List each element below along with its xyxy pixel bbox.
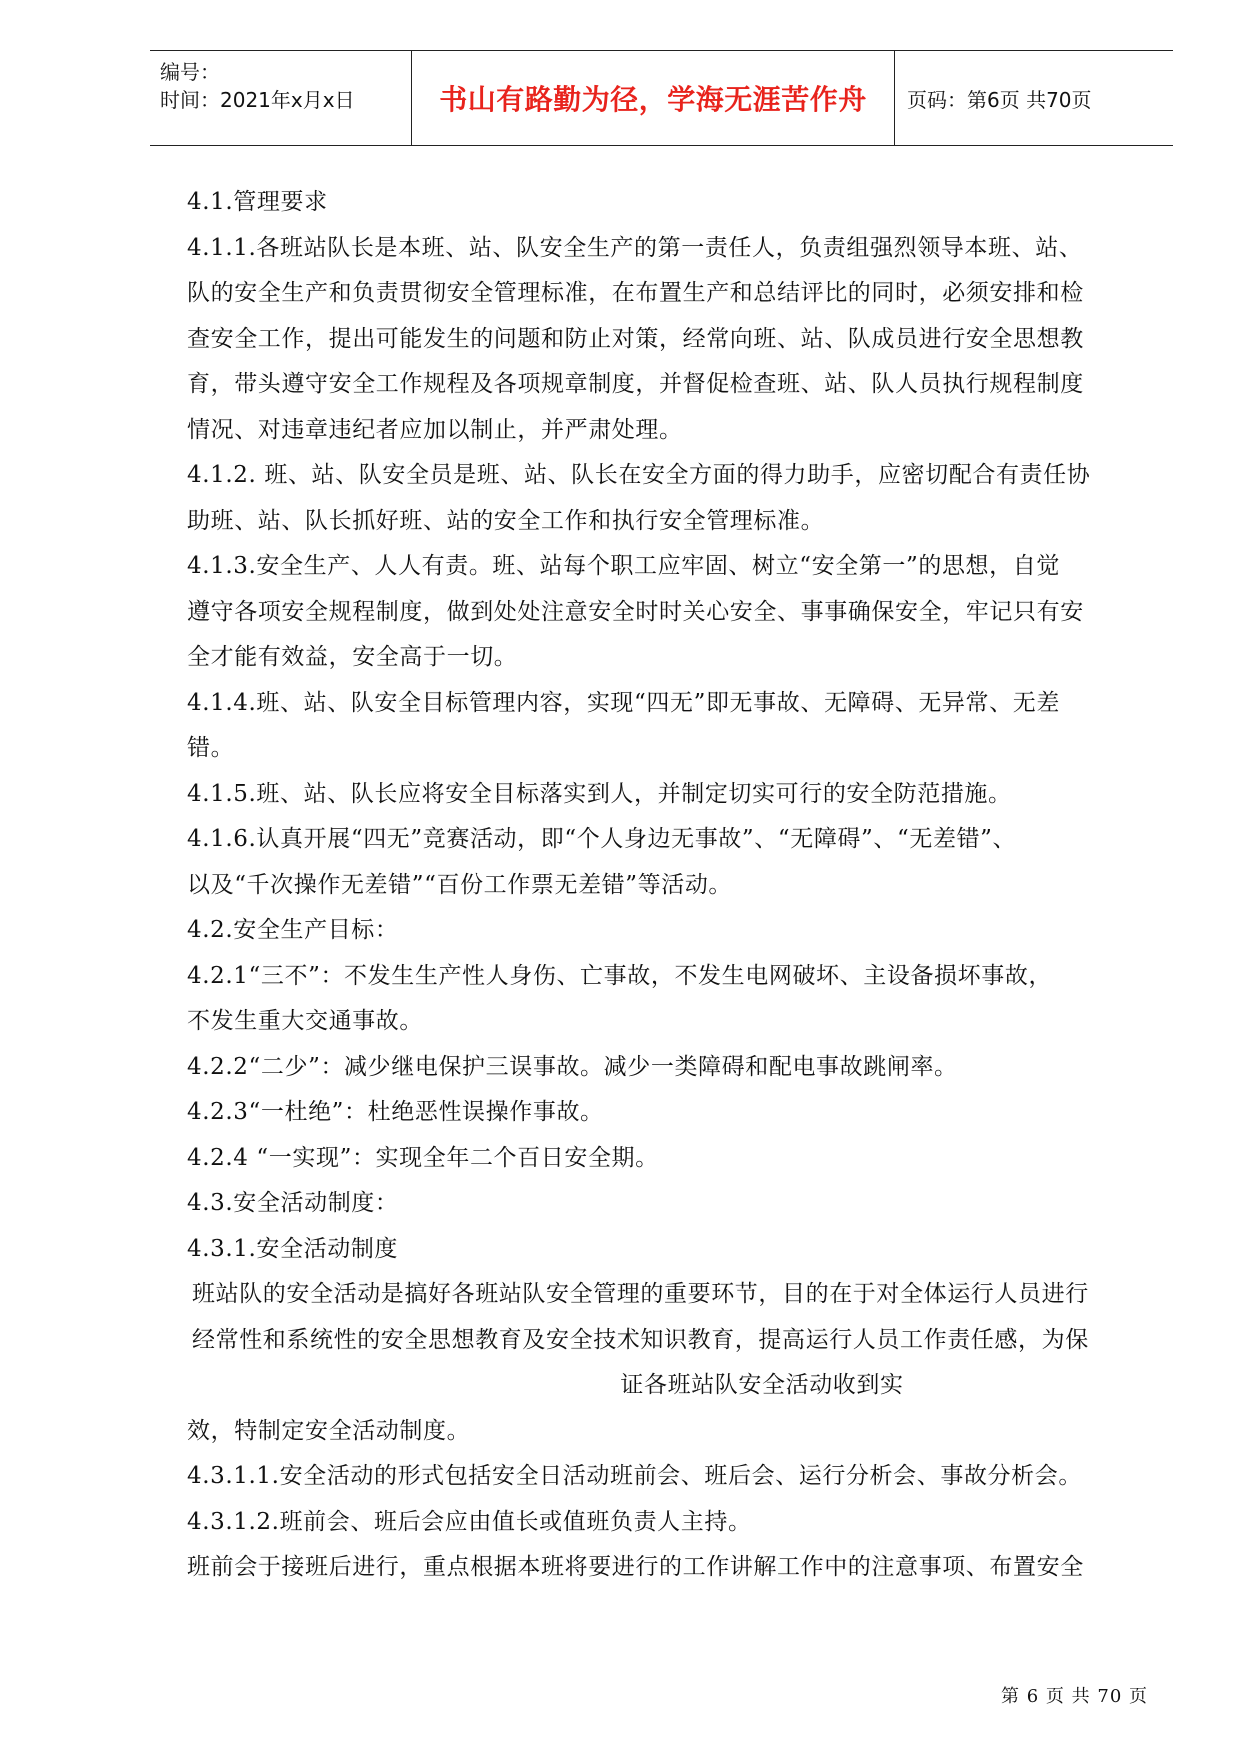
paragraph-line-centered: 证各班站队安全活动收到实 — [620, 1372, 904, 1398]
header-page-label: 页码：第6页 共70页 — [907, 87, 1092, 112]
paragraph-line: 情况、对违章违纪者应加以制止，并严肃处理。 — [187, 416, 683, 443]
paragraph-line: 不发生重大交通事故。 — [187, 1008, 423, 1034]
section-heading: 4.3.安全活动制度： — [187, 1190, 399, 1216]
paragraph-line: 4.3.1.2.班前会、班后会应由值长或值班负责人主持。 — [187, 1508, 752, 1535]
paragraph-line: 育，带头遵守安全工作规程及各项规章制度，并督促检查班、站、队人员执行规程制度 — [187, 371, 1084, 397]
document-time-label: 时间：2021年x月x日 — [160, 88, 355, 112]
paragraph-line: 4.3.1.1.安全活动的形式包括安全日活动班前会、班后会、运行分析会、事故分析会。 — [187, 1463, 1082, 1489]
subsection-heading: 4.3.1.安全活动制度 — [187, 1235, 399, 1262]
paragraph-line: 4.1.1.各班站队长是本班、站、队安全生产的第一责任人，负责组强烈领导本班、站、 — [187, 234, 1083, 261]
paragraph-line: 4.1.5.班、站、队长应将安全目标落实到人，并制定切实可行的安全防范措施。 — [187, 780, 1012, 807]
header-info-cell — [150, 51, 411, 145]
paragraph-line: 查安全工作，提出可能发生的问题和防止对策，经常向班、站、队成员进行安全思想教 — [187, 325, 1084, 352]
header-motto: 书山有路勤为径，学海无涯苦作舟 — [439, 83, 867, 116]
paragraph-line: 4.1.3.安全生产、人人有责。班、站每个职工应牢固、树立“安全第一”的思想，自觉 — [187, 553, 1060, 579]
paragraph-line: 遵守各项安全规程制度，做到处处注意安全时时关心安全、事事确保安全，牢记只有安 — [187, 598, 1084, 625]
paragraph-line: 全才能有效益，安全高于一切。 — [187, 644, 518, 670]
paragraph-line: 4.1.6.认真开展“四无”竞赛活动，即“个人身边无事故”、“无障碍”、“无差错”、 — [187, 826, 1017, 852]
paragraph-line: 4.1.2. 班、站、队安全员是班、站、队长在安全方面的得力助手，应密切配合有责任协 — [187, 462, 1091, 488]
paragraph-line: 经常性和系统性的安全思想教育及安全技术知识教育，提高运行人员工作责任感，为保 — [192, 1326, 1089, 1353]
document-header — [150, 50, 1173, 146]
paragraph-line: 4.2.2“二少”：减少继电保护三误事故。减少一类障碍和配电事故跳闸率。 — [187, 1053, 958, 1080]
header-page-cell — [895, 51, 1173, 145]
paragraph-line: 效，特制定安全活动制度。 — [187, 1417, 471, 1444]
paragraph-line: 错。 — [187, 735, 235, 761]
paragraph-line: 班站队的安全活动是搞好各班站队安全管理的重要环节，目的在于对全体运行人员进行 — [192, 1281, 1089, 1307]
paragraph-line: 4.2.3“一杜绝”：杜绝恶性误操作事故。 — [187, 1099, 604, 1125]
section-heading: 4.2.安全生产目标： — [187, 917, 399, 943]
paragraph-line: 4.1.4.班、站、队安全目标管理内容，实现“四无”即无事故、无障碍、无异常、无差 — [187, 689, 1060, 716]
paragraph-line: 助班、站、队长抓好班、站的安全工作和执行安全管理标准。 — [187, 507, 825, 534]
document-body — [187, 180, 1177, 1591]
paragraph-line: 4.2.1“三不”：不发生生产性人身伤、亡事故，不发生电网破坏、主设备损坏事故， — [187, 962, 1053, 989]
paragraph-line: 班前会于接班后进行，重点根据本班将要进行的工作讲解工作中的注意事项、布置安全 — [187, 1554, 1084, 1580]
header-motto-cell — [411, 51, 895, 145]
page-footer: 第 6 页 共 70 页 — [1001, 1686, 1148, 1707]
paragraph-line: 队的安全生产和负责贯彻安全管理标准，在布置生产和总结评比的同时，必须安排和检 — [187, 280, 1084, 306]
paragraph-line: 4.2.4 “一实现”：实现全年二个百日安全期。 — [187, 1144, 659, 1171]
document-number-label: 编号： — [160, 60, 220, 84]
paragraph-line: 以及“千次操作无差错”“百份工作票无差错”等活动。 — [187, 871, 733, 898]
section-heading: 4.1.管理要求 — [187, 189, 328, 215]
